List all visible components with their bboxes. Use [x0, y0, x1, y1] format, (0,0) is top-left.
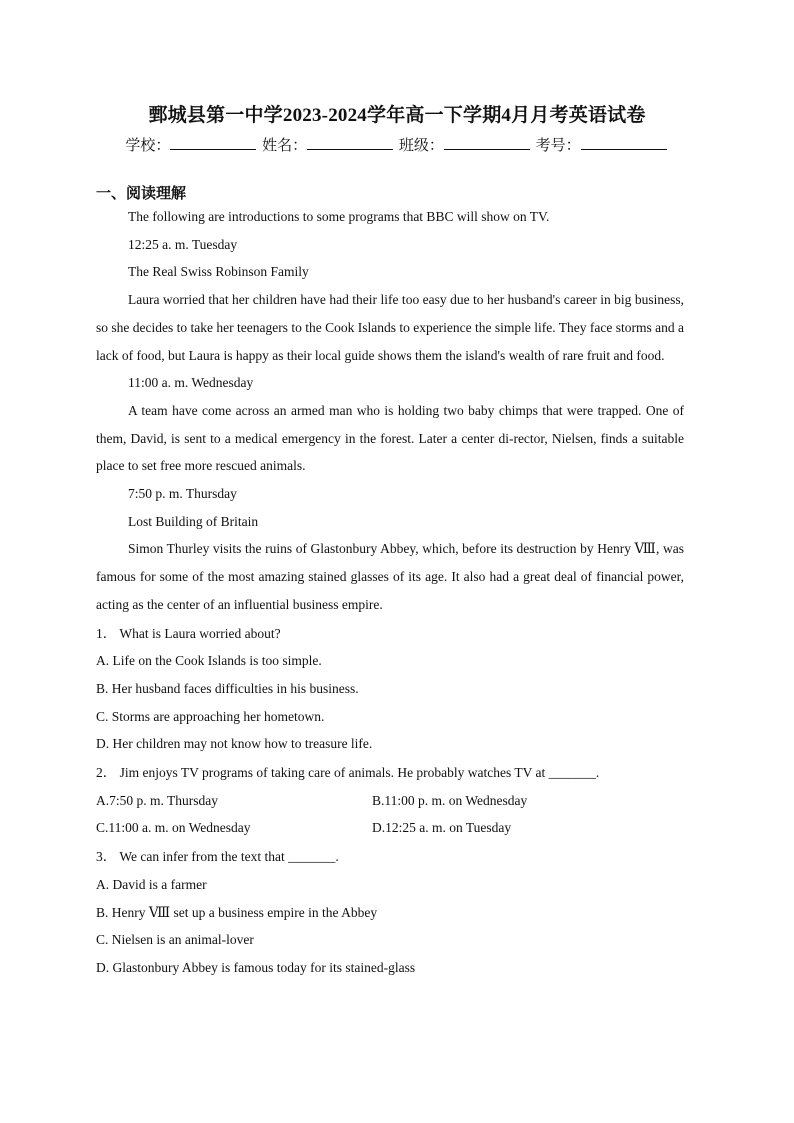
question-1-option-c[interactable]: C. Storms are approaching her hometown.: [96, 708, 325, 724]
question-2-options-row-1: [96, 787, 684, 815]
question-3-option-b[interactable]: B. Henry Ⅷ set up a business empire in the Abbey: [96, 904, 378, 920]
reading-content: [96, 203, 684, 982]
program-3-desc: Simon Thurley visits the ruins of Glastonbury Abbey, which, before its destruction by Henry Ⅷ, was famous for some of the most amazing stained glasses of its age. It also had a great deal of financial power, acting as the center of an influential business empire.: [96, 541, 684, 612]
question-3-stem: 3． We can infer from the text that _______.: [96, 849, 339, 865]
question-3-option-d[interactable]: D. Glastonbury Abbey is famous today for its stained-glass: [96, 959, 416, 975]
program-2-time: 11:00 a. m. Wednesday: [128, 375, 254, 391]
question-1-stem: 1． What is Laura worried about?: [96, 625, 281, 641]
section-heading: 一、阅读理解: [96, 186, 187, 202]
class-blank[interactable]: [444, 135, 530, 150]
question-2-option-c[interactable]: C.11:00 a. m. on Wednesday: [96, 820, 251, 836]
name-blank[interactable]: [307, 135, 393, 150]
question-3-option-c[interactable]: C. Nielsen is an animal-lover: [96, 932, 254, 948]
question-2-options-row-2: [96, 814, 684, 842]
question-2-option-b[interactable]: B.11:00 p. m. on Wednesday: [372, 792, 528, 808]
question-1-option-a[interactable]: A. Life on the Cook Islands is too simple.: [96, 653, 322, 669]
page-title: 鄄城县第一中学2023-2024学年高一下学期4月月考英语试卷: [148, 105, 646, 126]
question-1-option-b[interactable]: B. Her husband faces difficulties in his business.: [96, 680, 359, 696]
question-2-option-d[interactable]: D.12:25 a. m. on Tuesday: [372, 820, 512, 836]
class-label: 班级：: [398, 138, 444, 154]
program-2-desc: A team have come across an armed man who is holding two baby chimps that were trapped. One of them, David, is sent to a medical emergency in the forest. Later a center di-rector, Nielsen, finds a suitable place to set free more rescued animals.: [96, 402, 684, 474]
question-2-option-a[interactable]: A.7:50 p. m. Thursday: [96, 792, 218, 808]
program-3-time: 7:50 p. m. Thursday: [128, 486, 237, 502]
program-1-desc: Laura worried that her children have had their life too easy due to her husband's career in big business, so she decides to take her teenagers to the Cook Islands to experience the simple life. They face storms and a lack of food, but Laura is happy as their local guide shows them the island's wealth of rare fruit and food.: [96, 292, 684, 363]
question-3-option-a[interactable]: A. David is a farmer: [96, 876, 207, 892]
exam-number-blank[interactable]: [581, 135, 667, 150]
question-1-option-d[interactable]: D. Her children may not know how to treasure life.: [96, 736, 373, 752]
exam-number-label: 考号：: [535, 138, 581, 154]
student-info-line: [0, 134, 794, 155]
school-label: 学校：: [125, 138, 171, 154]
school-blank[interactable]: [170, 135, 256, 150]
program-1-name: The Real Swiss Robinson Family: [128, 264, 309, 280]
passage-intro: The following are introductions to some programs that BBC will show on TV.: [128, 209, 550, 224]
question-2-stem: 2． Jim enjoys TV programs of taking care of animals. He probably watches TV at _______.: [96, 765, 600, 781]
name-label: 姓名：: [262, 138, 308, 154]
program-1-time: 12:25 a. m. Tuesday: [128, 236, 238, 252]
program-3-name: Lost Building of Britain: [128, 513, 259, 529]
